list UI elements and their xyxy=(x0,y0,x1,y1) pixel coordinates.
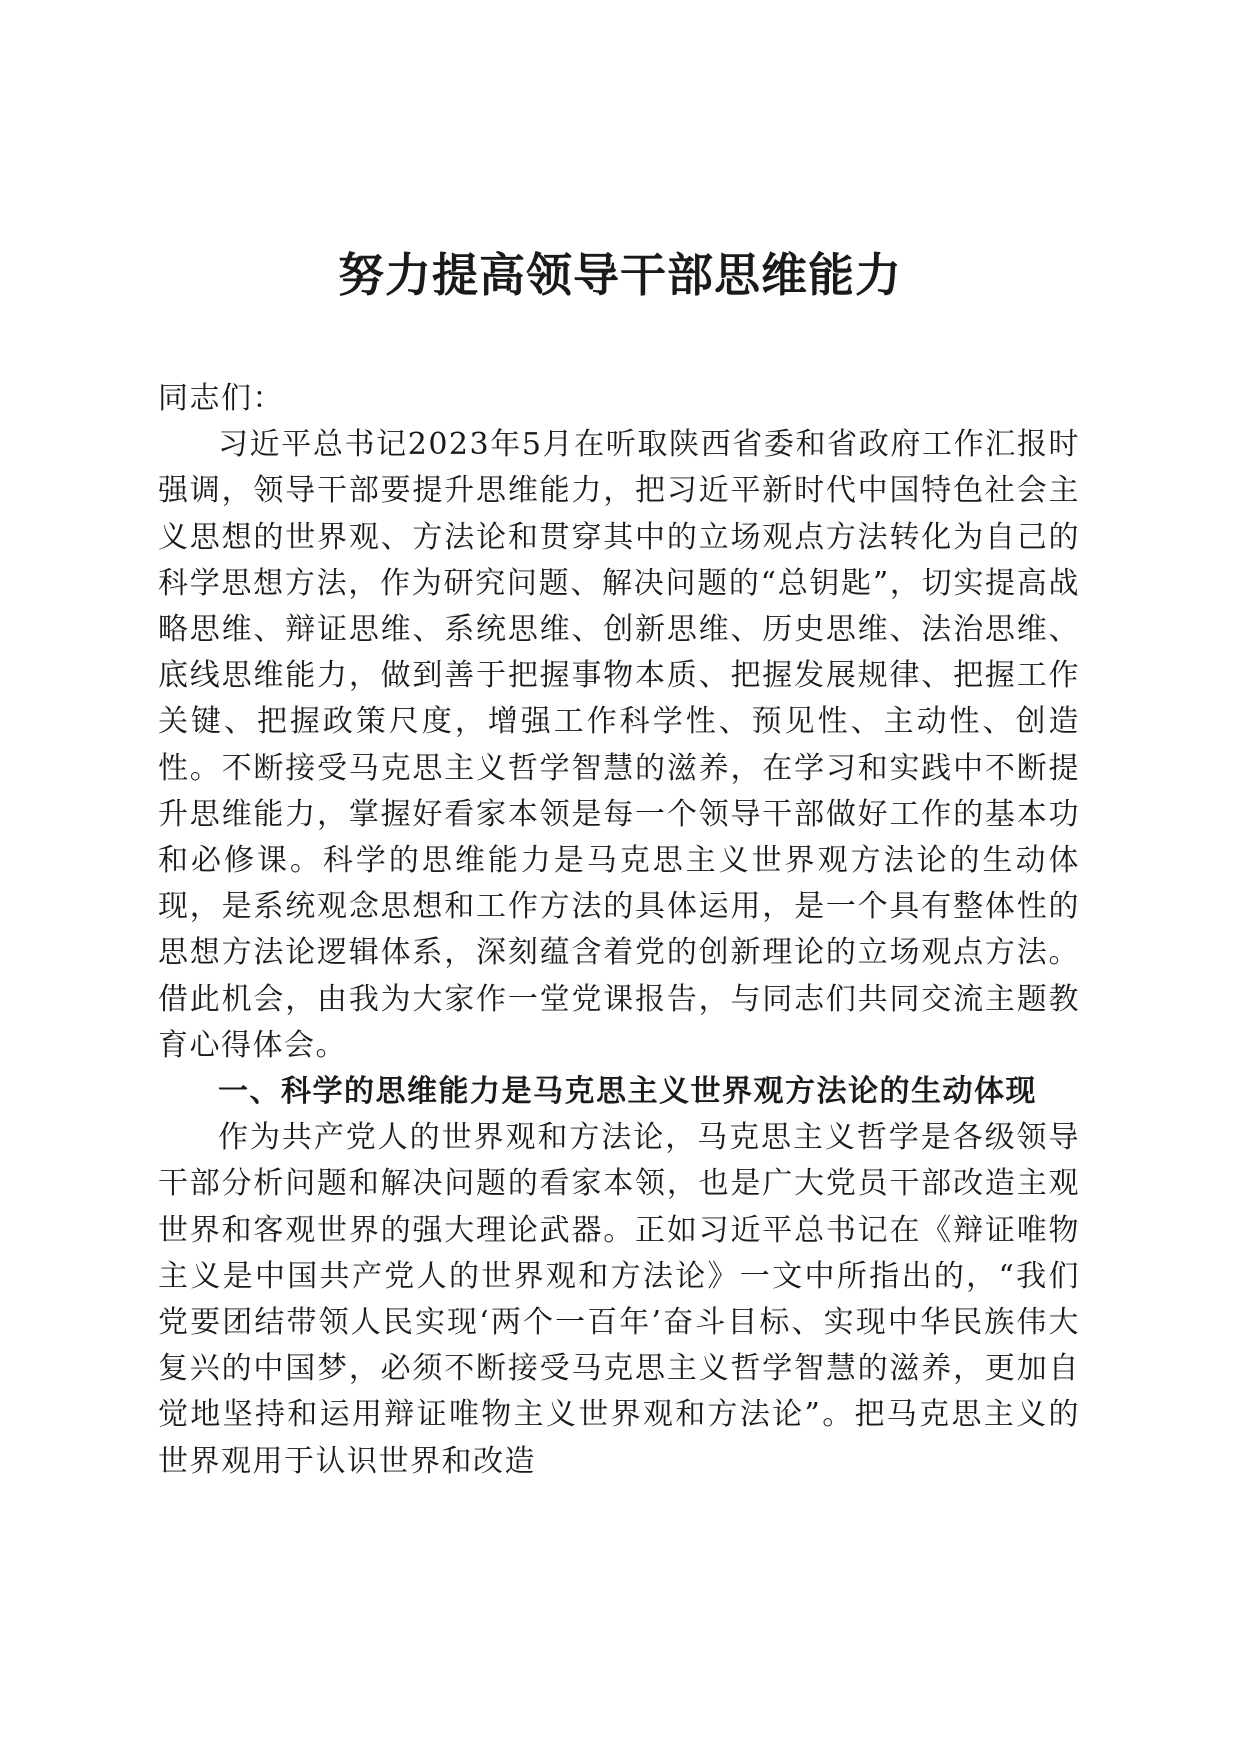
salutation: 同志们： xyxy=(158,381,284,416)
document-title: 努力提高领导干部思维能力 xyxy=(338,248,902,302)
section-heading-1: 一、科学的思维能力是马克思主义世界观方法论的生动体现 xyxy=(218,1074,1037,1110)
document-body xyxy=(158,376,1080,1485)
paragraph-section-1: 作为共产党人的世界观和方法论，马克思主义哲学是各级领导干部分析问题和解决问题的看家本领，也是广大党员干部改造主观世界和客观世界的强大理论武器。正如习近平总书记在《辩证唯物主义是中国共产党人的世界观和方法论》一文中所指出的，“我们党要团结带领人民实现‘两个一百年’奋斗目标、实现中华民族伟大复兴的中国梦，必须不断接受马克思主义哲学智慧的滋养，更加自觉地坚持和运用辩证唯物主义世界观和方法论”。把马克思主义的世界观用于认识世界和改造 xyxy=(158,1120,1080,1479)
paragraph-intro: 习近平总书记2023年5月在听取陕西省委和省政府工作汇报时强调，领导干部要提升思维能力，把习近平新时代中国特色社会主义思想的世界观、方法论和贯穿其中的立场观点方法转化为自己的科学思想方法，作为研究问题、解决问题的“总钥匙”，切实提高战略思维、辩证思维、系统思维、创新思维、历史思维、法治思维、底线思维能力，做到善于把握事物本质、把握发展规律、把握工作关键、把握政策尺度，增强工作科学性、预见性、主动性、创造性。不断接受马克思主义哲学智慧的滋养，在学习和实践中不断提升思维能力，掌握好看家本领是每一个领导干部做好工作的基本功和必修课。科学的思维能力是马克思主义世界观方法论的生动体现，是系统观念思想和工作方法的具体运用，是一个具有整体性的思想方法论逻辑体系，深刻蕴含着党的创新理论的立场观点方法。借此机会，由我为大家作一堂党课报告，与同志们共同交流主题教育心得体会。 xyxy=(158,427,1080,1063)
